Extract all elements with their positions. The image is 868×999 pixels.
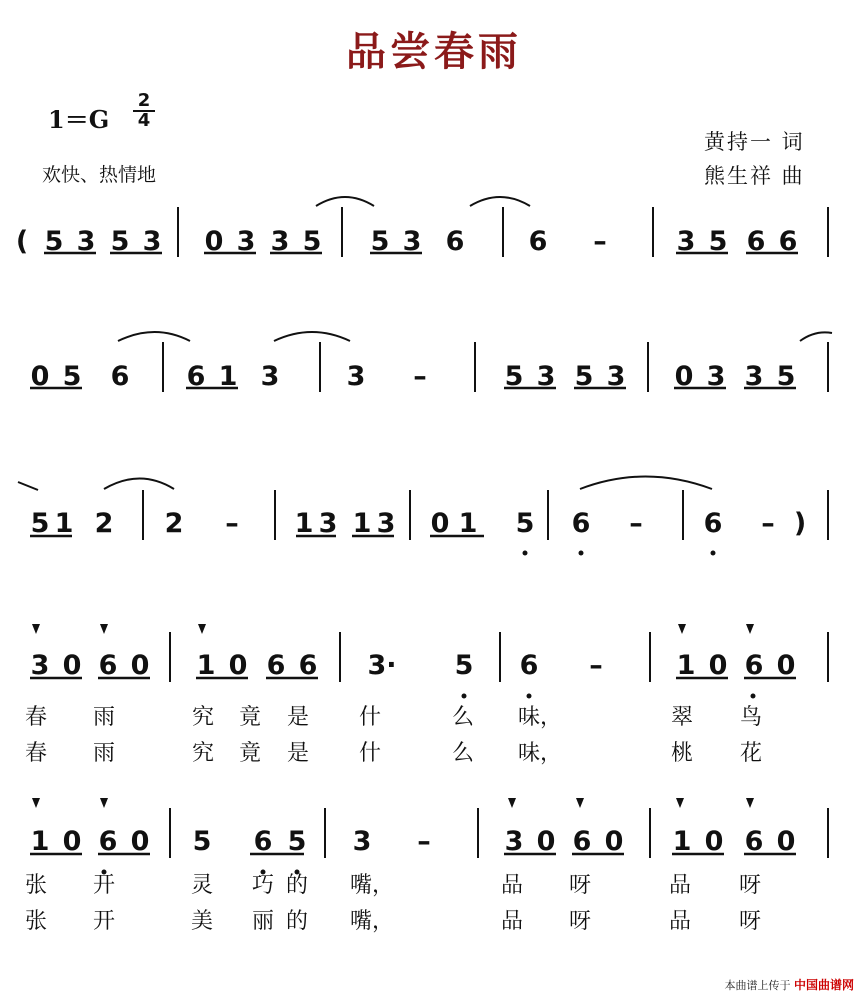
lyric: 美 (190, 909, 214, 934)
footer-watermark (724, 976, 854, 993)
row2-notes (31, 361, 796, 392)
note: 3 (606, 361, 626, 392)
note: 3 (402, 226, 422, 257)
note: 0 (204, 226, 224, 257)
note: 6 (528, 226, 548, 257)
note: 0 (776, 650, 796, 681)
note: 5 (370, 226, 390, 257)
lyric: 嘴， (349, 909, 395, 934)
note: 3 (744, 361, 764, 392)
dash: – (589, 650, 603, 681)
note: 5 (287, 826, 307, 857)
lyric: 花 (739, 741, 763, 766)
lyric: 品 (668, 873, 692, 898)
lyric: 究 (191, 741, 215, 766)
lyric: 么 (451, 741, 475, 766)
time-signature-bottom: 4 (137, 110, 151, 131)
note: 6 (571, 508, 591, 539)
note: 1 (676, 650, 696, 681)
note: 2 (94, 508, 114, 539)
lyric: 呀 (568, 909, 592, 934)
lyric: 品 (500, 909, 524, 934)
note: 0 (62, 826, 82, 857)
row1-notes (45, 226, 798, 257)
note: 6 (778, 226, 798, 257)
lyric: 的 (285, 873, 309, 898)
lyric: 什 (358, 741, 382, 766)
note: 5 (44, 226, 64, 257)
note: 5 (574, 361, 594, 392)
note: 0 (228, 650, 248, 681)
note: 0 (708, 650, 728, 681)
lyric: 鸟 (739, 705, 763, 730)
note: 6 (703, 508, 723, 539)
note: 1 (352, 508, 372, 539)
dash: – (593, 226, 607, 257)
lyric: 春 (24, 705, 48, 730)
note: 3 (352, 826, 372, 857)
note: 3 (270, 226, 290, 257)
lyric: 桃 (670, 741, 694, 766)
note: 5 (110, 226, 130, 257)
footer-site-logo[interactable]: 中国曲谱网 (793, 978, 854, 992)
lyric: 么 (451, 705, 475, 730)
note: 3· (367, 650, 397, 681)
note: 5 (454, 650, 474, 681)
lyric: 翠 (670, 705, 694, 730)
note: 3 (260, 361, 280, 392)
note: 6 (445, 226, 465, 257)
close-paren: ) (793, 508, 807, 539)
tempo-marking: 欢快、热情地 (42, 164, 157, 186)
lyricist-credit: 黄持一 词 (704, 130, 805, 154)
row4-notes (31, 650, 796, 681)
note: 0 (62, 650, 82, 681)
note: 3 (76, 226, 96, 257)
note: 0 (776, 826, 796, 857)
row3-notes (31, 508, 807, 539)
note: 3 (346, 361, 366, 392)
open-paren: ( (15, 226, 29, 257)
note: 0 (430, 508, 450, 539)
note: 5 (62, 361, 82, 392)
lyric: 是 (286, 705, 310, 730)
note: 1 (30, 826, 50, 857)
lyric: 呀 (568, 873, 592, 898)
lyric: 嘴， (349, 873, 395, 898)
note: 1 (458, 508, 478, 539)
lyric: 丽 (251, 909, 275, 934)
lyric: 开 (92, 873, 116, 898)
lyrics-block-2 (25, 873, 761, 934)
composer-credit: 熊生祥 曲 (704, 164, 805, 188)
note: 6 (744, 650, 764, 681)
lyric: 什 (358, 705, 382, 730)
note: 0 (674, 361, 694, 392)
note: 6 (298, 650, 318, 681)
note: 0 (536, 826, 556, 857)
lyrics-block-1 (25, 705, 762, 766)
note: 1 (54, 508, 74, 539)
page-title: 品尝春雨 (346, 29, 522, 75)
note: 6 (186, 361, 206, 392)
lyric: 张 (24, 873, 48, 898)
lyric: 品 (500, 873, 524, 898)
lyric: 究 (191, 705, 215, 730)
note: 3 (676, 226, 696, 257)
note: 3 (706, 361, 726, 392)
note: 0 (130, 826, 150, 857)
note: 5 (504, 361, 524, 392)
lyric: 竟 (238, 741, 262, 766)
dash: – (629, 508, 643, 539)
note: 6 (744, 826, 764, 857)
note: 6 (572, 826, 592, 857)
lyric: 张 (24, 909, 48, 934)
dash: – (761, 508, 775, 539)
note: 6 (98, 650, 118, 681)
lyric: 味， (517, 741, 563, 766)
note: 2 (164, 508, 184, 539)
note: 6 (266, 650, 286, 681)
note: 5 (30, 508, 50, 539)
lyric: 开 (92, 909, 116, 934)
lyric: 春 (24, 741, 48, 766)
note: 3 (236, 226, 256, 257)
note: 1 (196, 650, 216, 681)
footer-prefix: 本曲谱上传于 (724, 979, 791, 992)
note: 3 (504, 826, 524, 857)
lyric: 呀 (738, 909, 762, 934)
note: 5 (776, 361, 796, 392)
note: 3 (30, 650, 50, 681)
note: 6 (746, 226, 766, 257)
lyric: 巧 (251, 873, 275, 898)
lyric: 味， (517, 705, 563, 730)
lyric: 灵 (190, 873, 214, 898)
key-signature: 1＝G (48, 105, 110, 134)
lyric: 竟 (238, 705, 262, 730)
note: 0 (30, 361, 50, 392)
note: 0 (704, 826, 724, 857)
lyric: 的 (285, 909, 309, 934)
note: 3 (142, 226, 162, 257)
lyric: 品 (668, 909, 692, 934)
note: 1 (218, 361, 238, 392)
note: 0 (604, 826, 624, 857)
note: 6 (98, 826, 118, 857)
lyric: 是 (286, 741, 310, 766)
lyric: 雨 (92, 741, 116, 766)
note: 5 (515, 508, 535, 539)
note: 6 (110, 361, 130, 392)
note: 1 (294, 508, 314, 539)
lyric: 雨 (92, 705, 116, 730)
note: 3 (318, 508, 338, 539)
dash: – (417, 826, 431, 857)
note: 6 (519, 650, 539, 681)
dash: – (225, 508, 239, 539)
time-signature-top: 2 (133, 92, 155, 112)
lyric: 呀 (738, 873, 762, 898)
note: 1 (672, 826, 692, 857)
note: 3 (536, 361, 556, 392)
note: 5 (302, 226, 322, 257)
note: 6 (253, 826, 273, 857)
note: 0 (130, 650, 150, 681)
row5-notes (31, 826, 796, 857)
note: 5 (708, 226, 728, 257)
note: 5 (192, 826, 212, 857)
note: 3 (376, 508, 396, 539)
dash: – (413, 361, 427, 392)
